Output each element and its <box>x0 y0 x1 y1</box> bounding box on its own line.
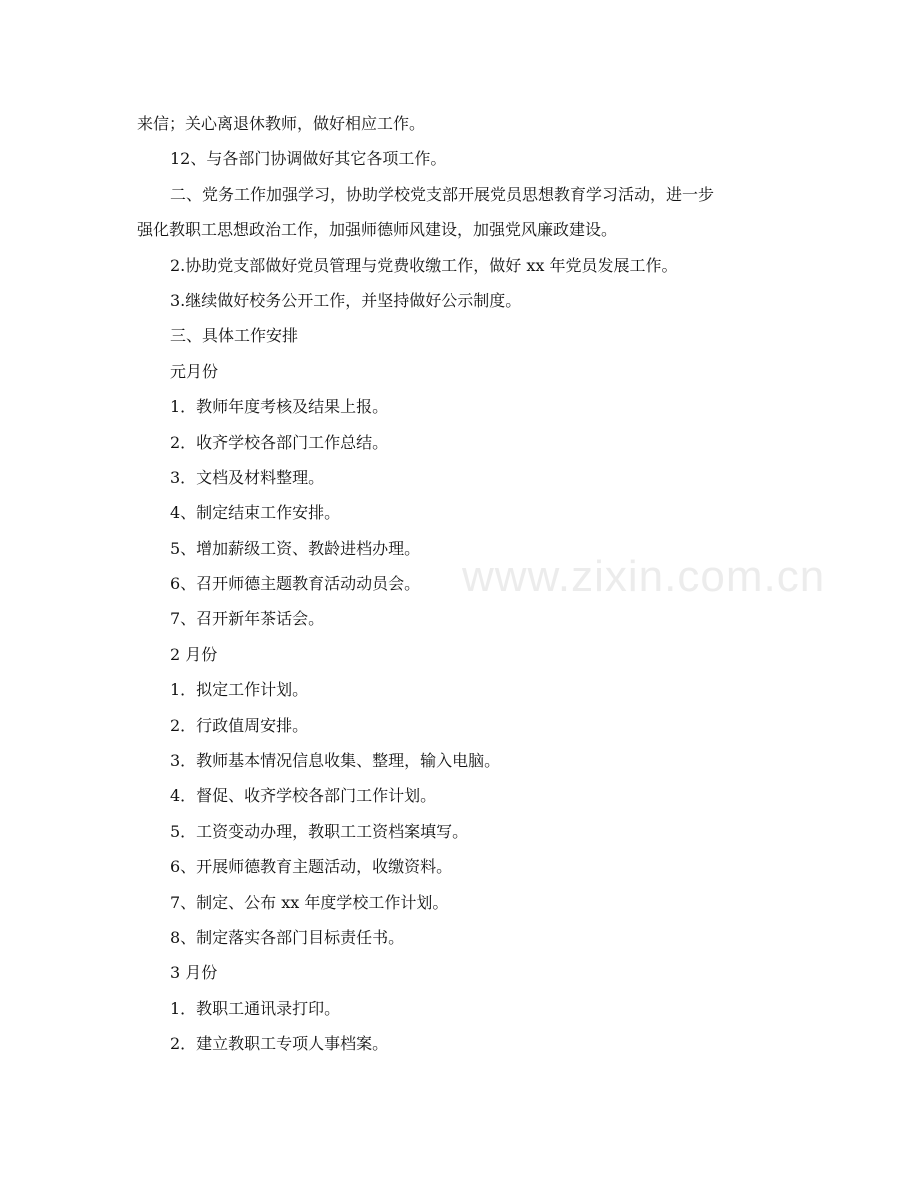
text-line: 2.协助党支部做好党员管理与党费收缴工作，做好 xx 年党员发展工作。 <box>170 255 678 275</box>
text-line: 来信；关心离退休教师，做好相应工作。 <box>137 114 426 133</box>
month-heading: 元月份 <box>170 361 219 381</box>
list-item: 2．建立教职工专项人事档案。 <box>170 1034 389 1054</box>
month-heading: 3 月份 <box>170 963 218 983</box>
text-line: 3.继续做好校务公开工作，并坚持做好公示制度。 <box>170 290 522 310</box>
watermark-text: www.zixin.com.cn <box>462 552 826 601</box>
list-item: 4．督促、收齐学校各部门工作计划。 <box>170 786 437 806</box>
list-item: 8、制定落实各部门目标责任书。 <box>170 927 405 947</box>
section-heading: 三、具体工作安排 <box>170 326 299 346</box>
list-item: 2．行政值周安排。 <box>170 715 309 735</box>
list-item: 6、开展师德教育主题活动，收缴资料。 <box>170 857 453 877</box>
month-heading: 2 月份 <box>170 644 218 664</box>
text-line: 强化教职工思想政治工作，加强师德师风建设，加强党风廉政建设。 <box>137 220 618 240</box>
list-item: 1．教职工通讯录打印。 <box>170 998 341 1018</box>
list-item: 4、制定结束工作安排。 <box>170 503 341 523</box>
list-item: 3．文档及材料整理。 <box>170 467 325 487</box>
list-item: 6、召开师德主题教育活动动员会。 <box>170 574 421 594</box>
list-item: 5．工资变动办理，教职工工资档案填写。 <box>170 821 469 841</box>
list-item: 7、召开新年茶话会。 <box>170 609 325 629</box>
text-line: 12、与各部门协调做好其它各项工作。 <box>170 149 447 169</box>
list-item: 1．教师年度考核及结果上报。 <box>170 397 389 417</box>
text-line: 二、党务工作加强学习，协助学校党支部开展党员思想教育学习活动，进一步 <box>170 184 715 204</box>
list-item: 2．收齐学校各部门工作总结。 <box>170 432 389 452</box>
list-item: 1．拟定工作计划。 <box>170 680 309 700</box>
list-item: 3．教师基本情况信息收集、整理，输入电脑。 <box>170 751 501 771</box>
list-item: 5、增加薪级工资、教龄进档办理。 <box>170 538 421 558</box>
list-item: 7、制定、公布 xx 年度学校工作计划。 <box>170 892 449 912</box>
